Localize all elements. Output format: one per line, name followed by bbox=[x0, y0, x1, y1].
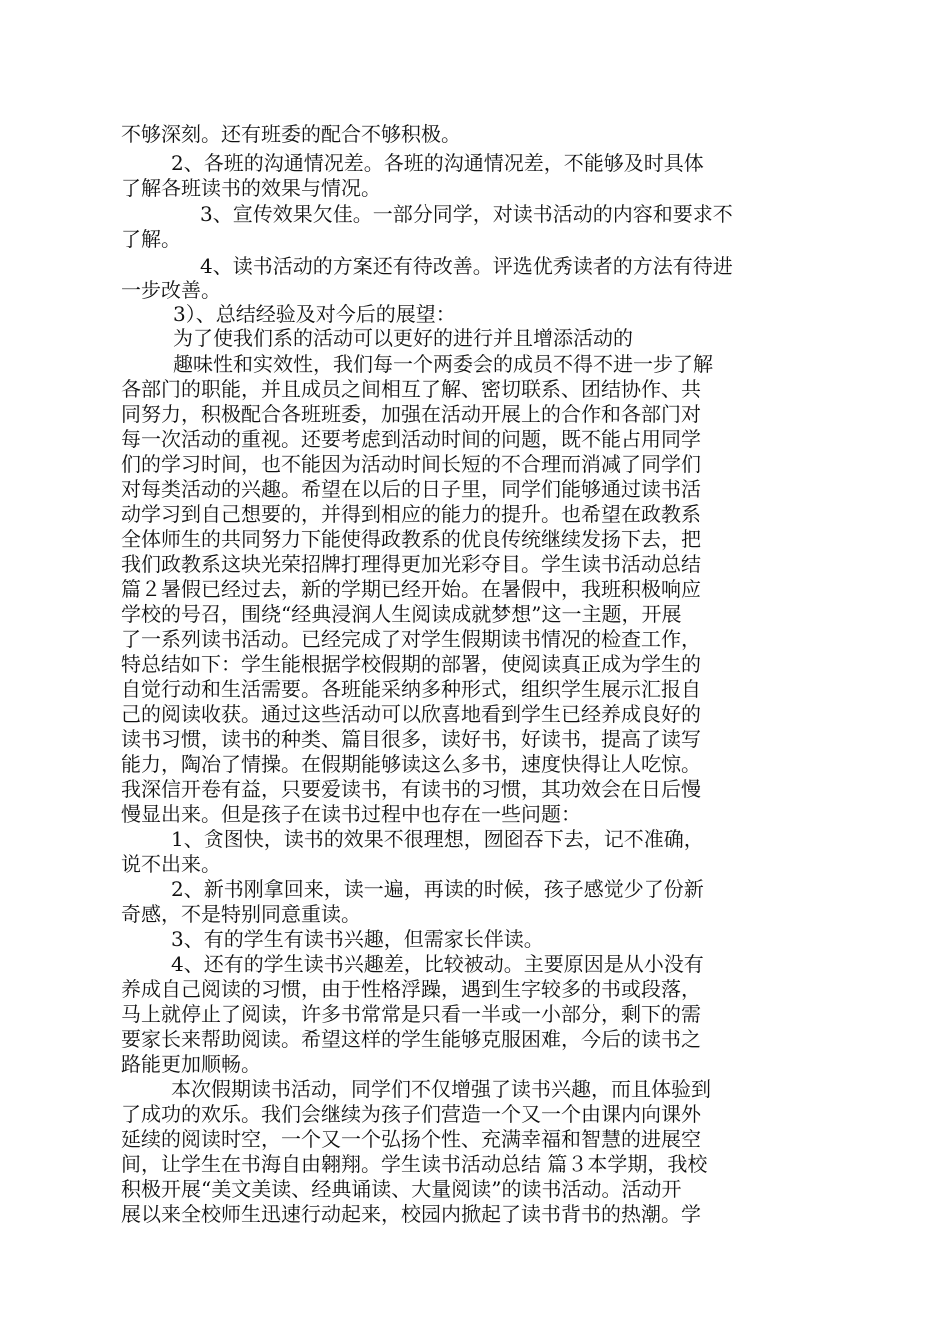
text-line: 展以来全校师生迅速行动起来，校园内掀起了读书背书的热潮。学 bbox=[121, 1202, 701, 1226]
text-line: 学校的号召，围绕“经典浸润人生阅读成就梦想”这一主题，开展 bbox=[121, 602, 682, 626]
text-line: 要家长来帮助阅读。希望这样的学生能够克服困难，今后的读书之 bbox=[121, 1027, 701, 1051]
text-line: 能力，陶冶了情操。在假期能够读这么多书，速度快得让人吃惊。 bbox=[121, 752, 701, 776]
text-line: 本次假期读书活动，同学们不仅增强了读书兴趣，而且体验到 bbox=[171, 1077, 711, 1101]
text-line: 自觉行动和生活需要。各班能采纳多种形式，组织学生展示汇报自 bbox=[121, 677, 701, 701]
text-line: 读书习惯，读书的种类、篇目很多，读好书，好读书，提高了读写 bbox=[121, 727, 701, 751]
text-line: 己的阅读收获。通过这些活动可以欣喜地看到学生已经养成良好的 bbox=[121, 702, 701, 726]
text-line: 1、贪图快，读书的效果不很理想，囫囵吞下去，记不准确， bbox=[171, 827, 704, 851]
text-line: 4、还有的学生读书兴趣差，比较被动。主要原因是从小没有 bbox=[171, 952, 704, 976]
text-line: 一步改善。 bbox=[121, 278, 221, 302]
text-line: 为了使我们系的活动可以更好的进行并且增添活动的 bbox=[173, 326, 633, 350]
text-line: 我深信开卷有益，只要爱读书，有读书的习惯，其功效会在日后慢 bbox=[121, 777, 701, 801]
text-line: 我们政教系这块光荣招牌打理得更加光彩夺目。学生读书活动总结 bbox=[121, 552, 701, 576]
text-line: 们的学习时间，也不能因为活动时间长短的不合理而消减了同学们 bbox=[121, 452, 701, 476]
text-line: 趣味性和实效性，我们每一个两委会的成员不得不进一步了解 bbox=[173, 352, 713, 376]
text-line: 慢显出来。但是孩子在读书过程中也存在一些问题： bbox=[121, 802, 581, 826]
text-line: 动学习到自己想要的，并得到相应的能力的提升。也希望在政教系 bbox=[121, 502, 701, 526]
text-line: 积极开展“美文美读、经典诵读、大量阅读”的读书活动。活动开 bbox=[121, 1177, 682, 1201]
text-line: 各部门的职能，并且成员之间相互了解、密切联系、团结协作、共 bbox=[121, 377, 701, 401]
text-line: 了成功的欢乐。我们会继续为孩子们营造一个又一个由课内向课外 bbox=[121, 1102, 701, 1126]
text-line: 特总结如下：学生能根据学校假期的部署，使阅读真正成为学生的 bbox=[121, 652, 701, 676]
text-line: 每一次活动的重视。还要考虑到活动时间的问题，既不能占用同学 bbox=[121, 427, 701, 451]
text-line: 路能更加顺畅。 bbox=[121, 1052, 261, 1076]
text-line: 间，让学生在书海自由翱翔。学生读书活动总结 篇３本学期，我校 bbox=[121, 1152, 708, 1176]
text-line: 同努力，积极配合各班班委，加强在活动开展上的合作和各部门对 bbox=[121, 402, 701, 426]
text-line: 不够深刻。还有班委的配合不够积极。 bbox=[121, 122, 461, 146]
text-line: 马上就停止了阅读，许多书常常是只看一半或一小部分，剩下的需 bbox=[121, 1002, 701, 1026]
text-line: 2、各班的沟通情况差。各班的沟通情况差，不能够及时具体 bbox=[171, 151, 704, 175]
text-line: 奇感，不是特别同意重读。 bbox=[121, 902, 361, 926]
text-line: 3、宣传效果欠佳。一部分同学，对读书活动的内容和要求不 bbox=[200, 202, 733, 226]
text-line: 了解。 bbox=[121, 227, 181, 251]
text-line: 全体师生的共同努力下能使得政教系的优良传统继续发扬下去，把 bbox=[121, 527, 701, 551]
text-line: 了一系列读书活动。已经完成了对学生假期读书情况的检查工作， bbox=[121, 627, 701, 651]
text-line: 了解各班读书的效果与情况。 bbox=[121, 176, 381, 200]
text-line: 3、有的学生有读书兴趣，但需家长伴读。 bbox=[171, 927, 544, 951]
text-line: 说不出来。 bbox=[121, 852, 221, 876]
text-line: 4、读书活动的方案还有待改善。评选优秀读者的方法有待进 bbox=[200, 254, 733, 278]
text-line: 2、新书刚拿回来，读一遍，再读的时候，孩子感觉少了份新 bbox=[171, 877, 704, 901]
text-line: 篇２暑假已经过去，新的学期已经开始。在暑假中，我班积极响应 bbox=[121, 577, 701, 601]
section-heading: 3）、总结经验及对今后的展望： bbox=[173, 302, 456, 326]
text-line: 养成自己阅读的习惯，由于性格浮躁，遇到生字较多的书或段落， bbox=[121, 977, 701, 1001]
text-line: 延续的阅读时空，一个又一个弘扬个性、充满幸福和智慧的进展空 bbox=[121, 1127, 701, 1151]
text-line: 对每类活动的兴趣。希望在以后的日子里，同学们能够通过读书活 bbox=[121, 477, 701, 501]
